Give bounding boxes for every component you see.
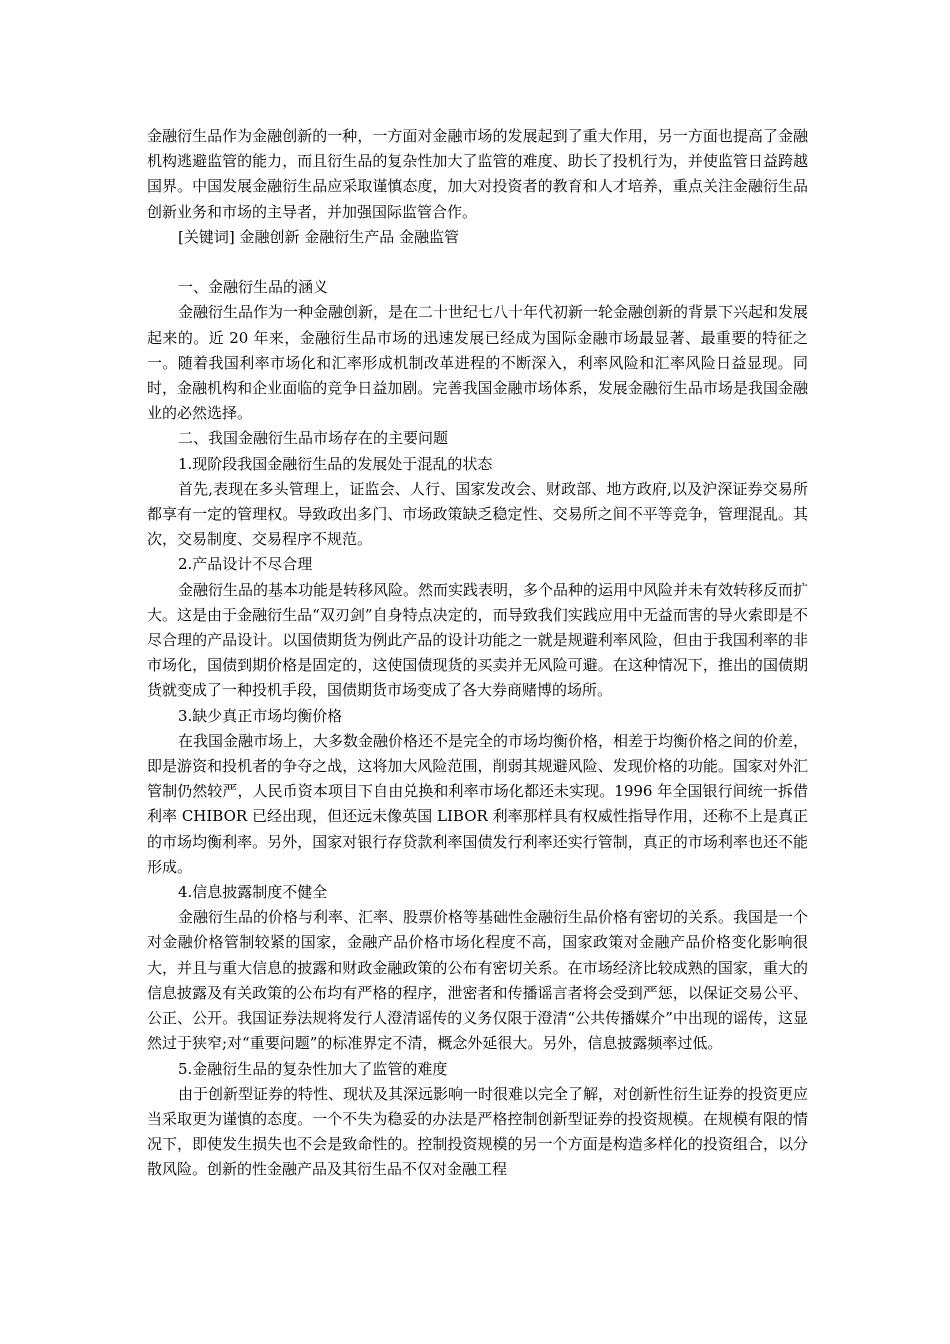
section-paragraph-1: 金融衍生品作为一种金融创新，是在二十世纪七八十年代初新一轮金融创新的背景下兴起和发展起来的。近 20 年来，金融衍生品市场的迅速发展已经成为国际金融市场最显著、最重要的特征之一。随着我国利率市场化和汇率形成机制改革进程的不断深入，利率风险和汇率风险日益显现。同时，金融机构和企业面临的竞争日益加剧。完善我国金融市场体系，发展金融衍生品市场是我国金融业的必然选择。 — [147, 303, 809, 423]
subheading-3: 3.缺少真正市场均衡价格 — [178, 706, 343, 725]
paragraph-3: 在我国金融市场上，大多数金融价格还不是完全的市场均衡价格，相差于均衡价格之间的价差，即是游资和投机者的争夺之战，这将加大风险范围，削弱其规避风险、发现价格的功能。国家对外汇管制仍然较严，人民币资本项目下自由兑换和利率市场化都还未实现。1996 年全国银行间统一拆借利率 CHIBOR 已经出现，但还远未像英国 LIBOR 利率那样具有权威性指导作用，还称不上是真正的市场均衡利率。另外，国家对银行存贷款利率国债发行利率还实行管制，真正的市场利率也还不能形成。 — [147, 731, 809, 876]
paragraph-2: 金融衍生品的基本功能是转移风险。然而实践表明，多个品种的运用中风险并未有效转移反而扩大。这是由于金融衍生品“双刃剑”自身特点决定的，而导致我们实践应用中无益而害的导火索即是不尽合理的产品设计。以国债期货为例此产品的设计功能之一就是规避利率风险，但由于我国利率的非市场化，国债到期价格是固定的，这使国债现货的买卖并无风险可避。在这种情况下，推出的国债期货就变成了一种投机手段，国债期货市场变成了各大券商赌博的场所。 — [147, 580, 809, 700]
abstract-paragraph: 金融衍生品作为金融创新的一种，一方面对金融市场的发展起到了重大作用，另一方面也提高了金融机构逃避监管的能力，而且衍生品的复杂性加大了监管的难度、助长了投机行为，并使监管日益跨越国界。中国发展金融衍生品应采取谨慎态度，加大对投资者的教育和人才培养，重点关注金融衍生品创新业务和市场的主导者，并加强国际监管合作。 — [147, 127, 808, 221]
paragraph-1: 首先,表现在多头管理上，证监会、人行、国家发改会、财政部、地方政府,以及沪深证券交易所都享有一定的管理权。导致政出多门、市场政策缺乏稳定性、交易所之间不平等竞争，管理混乱。其次，交易制度、交易程序不规范。 — [147, 479, 808, 549]
section-heading-2: 二、我国金融衍生品市场存在的主要问题 — [178, 429, 449, 448]
paragraph-4: 金融衍生品的价格与利率、汇率、股票价格等基础性金融衍生品价格有密切的关系。我国是一个对金融价格管制较紧的国家，金融产品价格市场化程度不高，国家政策对金融产品价格变化影响很大，并且与重大信息的披露和财政金融政策的公布有密切关系。在市场经济比较成熟的国家，重大的信息披露及有关政策的公布均有严格的程序，泄密者和传播谣言者将会受到严惩，以保证交易公平、公正、公开。我国证券法规将发行人澄清谣传的义务仅限于澄清“公共传播媒介”中出现的谣传，这显然过于狭窄;对“重要问题”的标准界定不清，概念外延很大。另外，信息披露频率过低。 — [147, 908, 809, 1053]
subheading-2: 2.产品设计不尽合理 — [178, 555, 313, 574]
section-heading-1: 一、金融衍生品的涵义 — [178, 278, 329, 297]
document-body — [147, 124, 808, 1183]
subheading-5: 5.金融衍生品的复杂性加大了监管的难度 — [178, 1059, 448, 1078]
subheading-1: 1.现阶段我国金融衍生品的发展处于混乱的状态 — [178, 454, 493, 473]
paragraph-5: 由于创新型证券的特性、现状及其深远影响一时很难以完全了解，对创新性衍生证券的投资更应当采取更为谨慎的态度。一个不失为稳妥的办法是严格控制创新型证券的投资规模。在规模有限的情况下，即使发生损失也不会是致命性的。控制投资规模的另一个方面是构造多样化的投资组合，以分散风险。创新的性金融产品及其衍生品不仅对金融工程 — [147, 1084, 809, 1179]
subheading-4: 4.信息披露制度不健全 — [178, 883, 328, 902]
keywords-line: [关键词] 金融创新 金融衍生产品 金融监管 — [178, 227, 460, 246]
blank-line — [147, 250, 808, 275]
